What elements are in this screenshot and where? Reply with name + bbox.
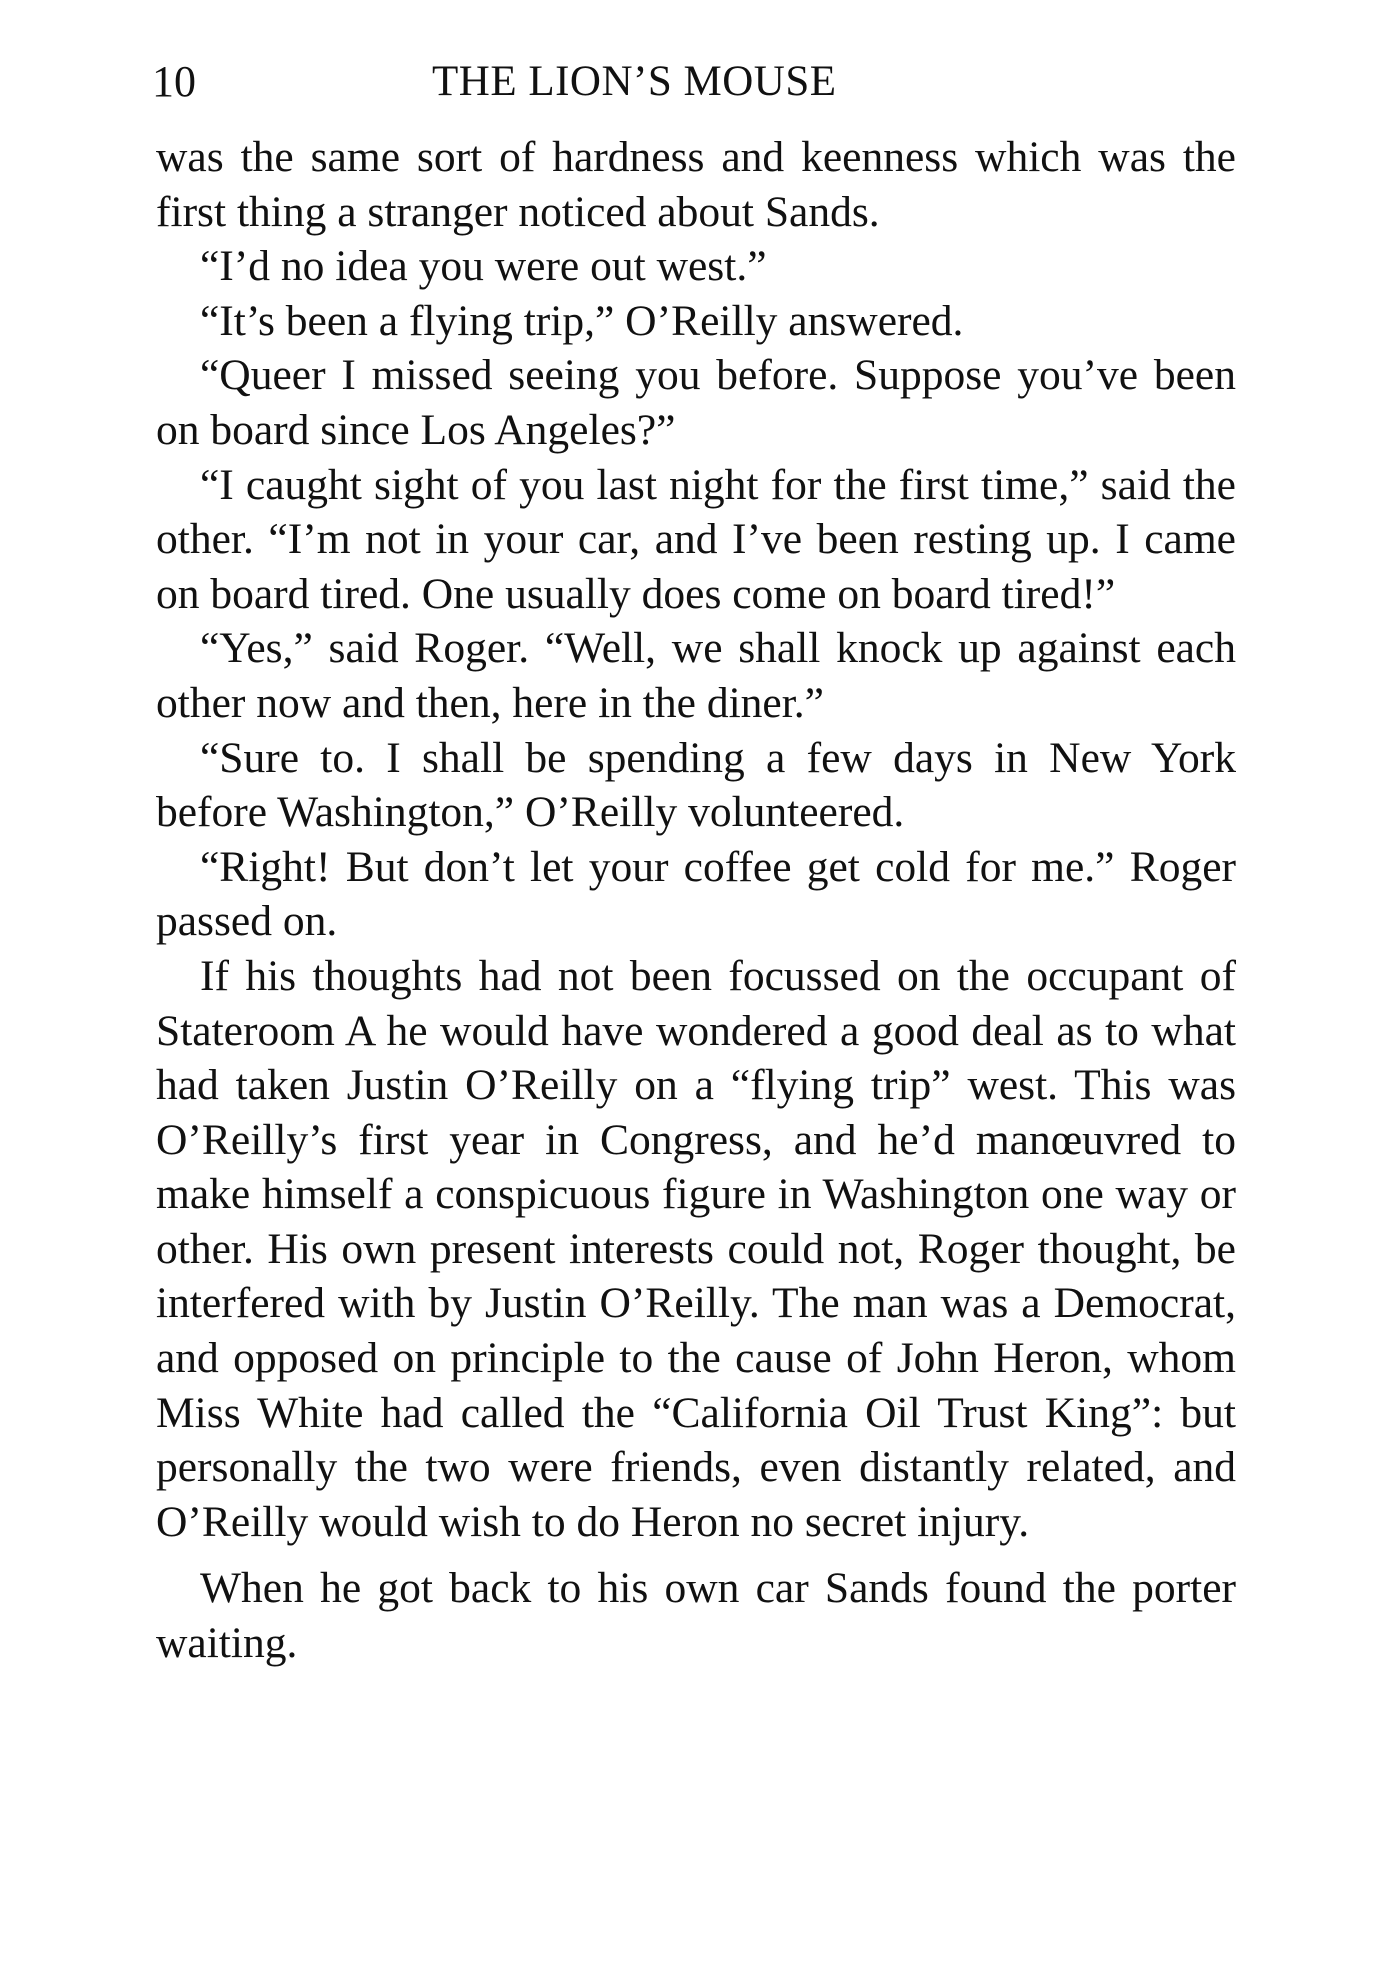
running-head bbox=[152, 52, 1232, 112]
book-title: THE LION’S MOUSE bbox=[432, 58, 837, 105]
paragraph-dialogue: “Queer I missed seeing you before. Suppose you’ve been on board since Los Angeles?” bbox=[156, 351, 1236, 454]
paragraph-dialogue: “I’d no idea you were out west.” bbox=[200, 242, 767, 291]
paragraph-dialogue: “Yes,” said Roger. “Well, we shall knock up against each other now and then, here in the diner.” bbox=[156, 624, 1236, 727]
paragraph-dialogue: “I caught sight of you last night for the first time,” said the other. “I’m not in your car, and I’ve been resting up. I came on board tired. One usually does come on board tired!” bbox=[156, 460, 1236, 618]
paragraph-dialogue: “Sure to. I shall be spending a few days in New York before Washington,” O’Reilly volunteered. bbox=[156, 733, 1236, 837]
paragraph-dialogue: “It’s been a flying trip,” O’Reilly answered. bbox=[200, 296, 964, 345]
paragraph-continuation: was the same sort of hardness and keenness which was the first thing a stranger noticed about Sands. bbox=[156, 133, 1236, 236]
paragraph-dialogue: “Right! But don’t let your coffee get cold for me.” Roger passed on. bbox=[156, 842, 1236, 946]
paragraph-narration: If his thoughts had not been focussed on the occupant of Stateroom A he would have wondered a good deal as to what had taken Justin O’Reilly on a “flying trip” west. This was O’Reilly’s first year in Congress, and he’d manœuvred to make himself a conspicuous figure in Washington one way or other. His own present interests could not, Roger thought, be interfered with by Justin O’Reilly. The man was a Democrat, and opposed on principle to the cause of John Heron, whom Miss White had called the “California Oil Trust King”: but personally the two were friends, even distantly related, and O’Reilly would wish to do Heron no secret injury. bbox=[156, 951, 1236, 1546]
paragraph-narration: When he got back to his own car Sands found the porter waiting. bbox=[156, 1564, 1236, 1668]
body-text bbox=[156, 130, 1236, 1671]
page-number: 10 bbox=[152, 57, 196, 106]
